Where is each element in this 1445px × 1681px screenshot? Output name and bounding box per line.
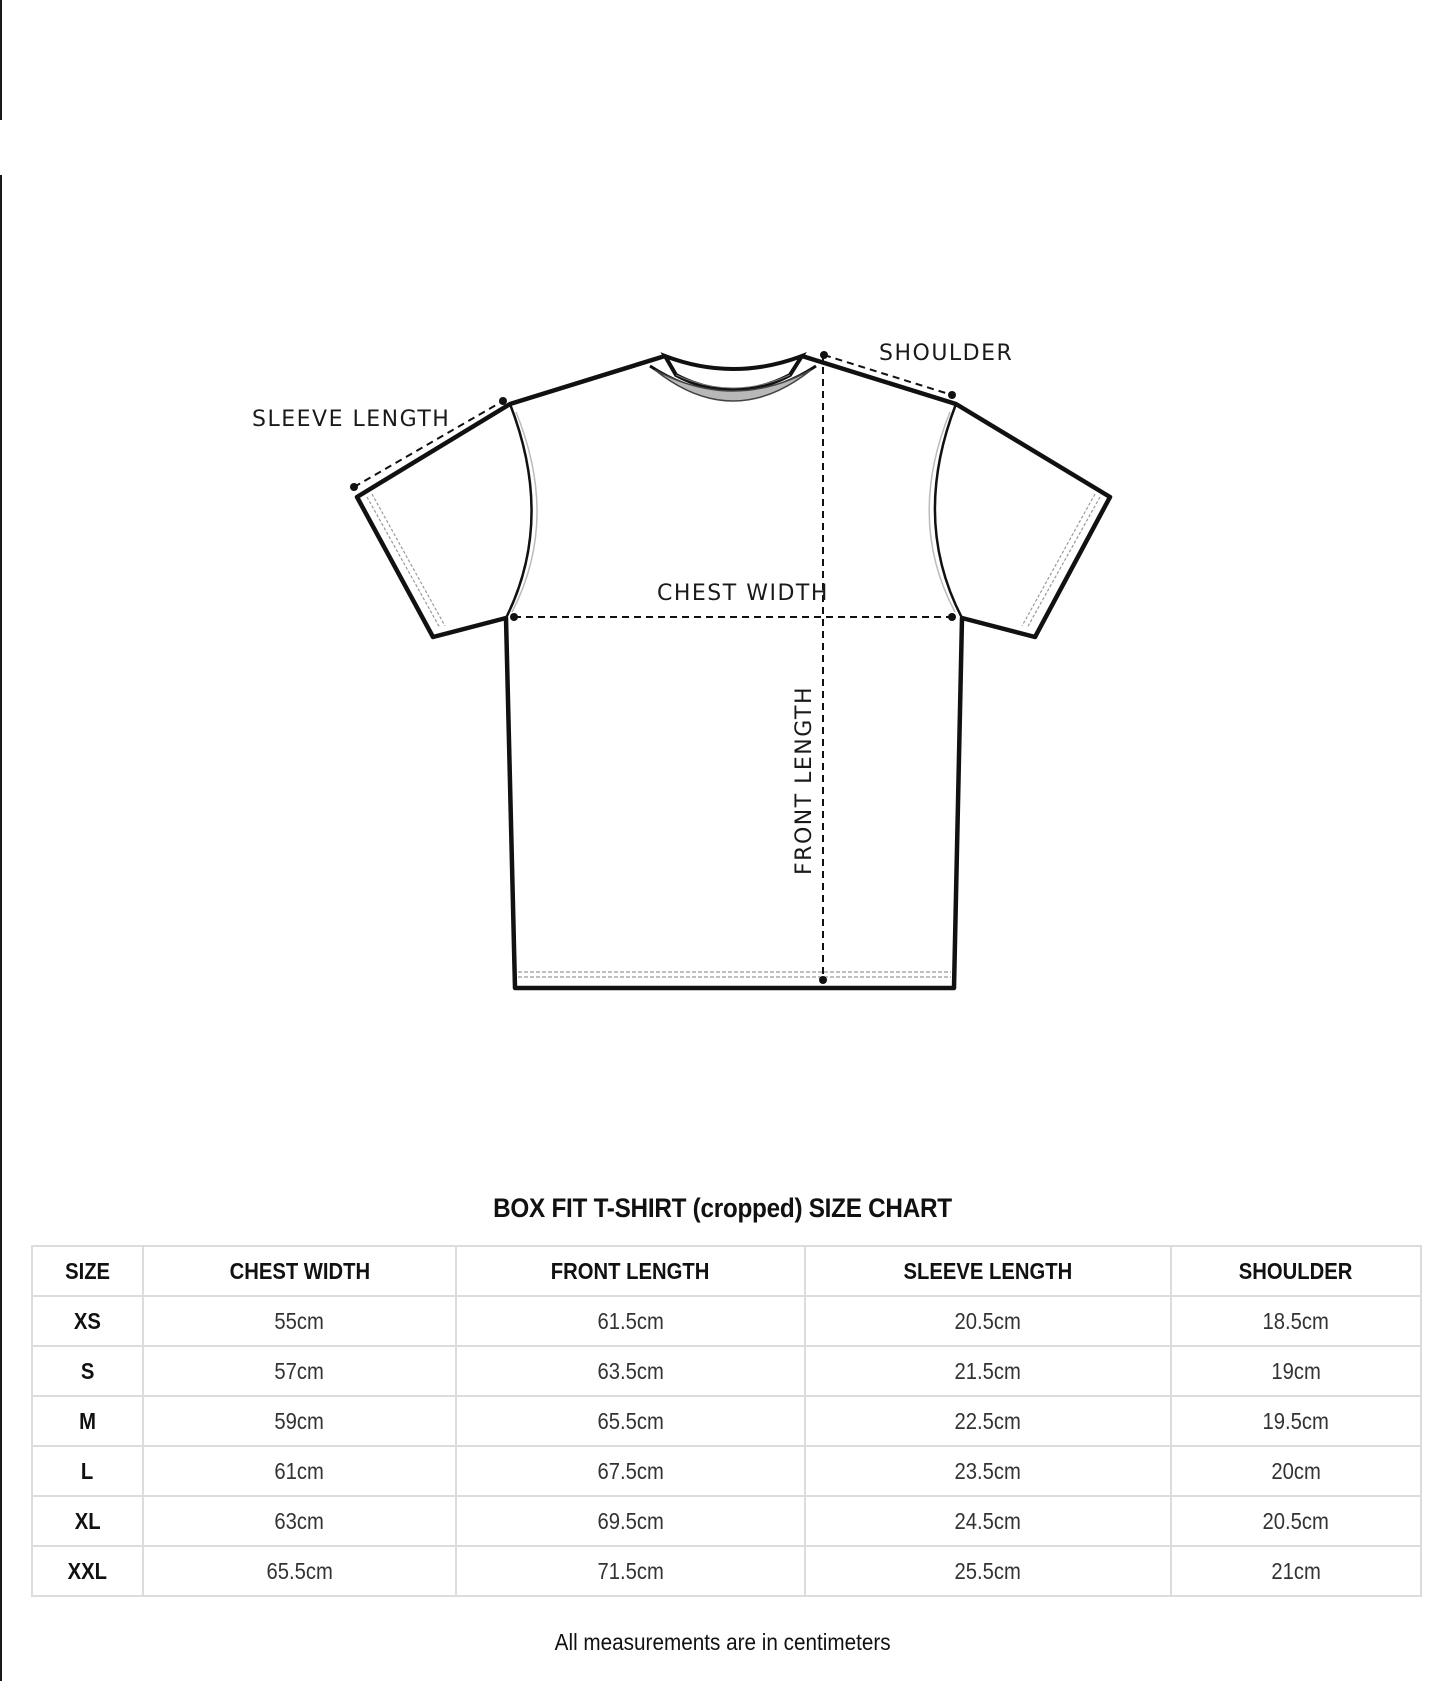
tshirt-outline: [357, 356, 1110, 988]
shoulder-cell: 18.5cm: [1171, 1296, 1421, 1346]
chest-width-cell: 61cm: [143, 1446, 456, 1496]
sleeve-length-cell: 23.5cm: [805, 1446, 1171, 1496]
front-length-cell: 65.5cm: [456, 1396, 805, 1446]
sleeve-length-cell: 24.5cm: [805, 1496, 1171, 1546]
shoulder-cell: 20cm: [1171, 1446, 1421, 1496]
header-sleeve-length: SLEEVE LENGTH: [805, 1246, 1171, 1296]
footnote-text: All measurements are in centimeters: [554, 1629, 891, 1655]
sleeve-hem-stitching: [367, 494, 1100, 628]
table-row: [32, 1546, 1421, 1596]
sleeve-length-cell: 25.5cm: [805, 1546, 1171, 1596]
chest-width-label: CHEST WIDTH: [657, 581, 829, 606]
chest-width-cell: 65.5cm: [143, 1546, 456, 1596]
size-cell: S: [32, 1346, 143, 1396]
header-front-length: FRONT LENGTH: [456, 1246, 805, 1296]
collar: [650, 356, 816, 401]
shoulder-cell: 20.5cm: [1171, 1496, 1421, 1546]
measurement-footnote: [0, 1629, 1445, 1656]
table-row: [32, 1446, 1421, 1496]
sleeve-length-cell: 20.5cm: [805, 1296, 1171, 1346]
front-length-cell: 67.5cm: [456, 1446, 805, 1496]
table-row: [32, 1496, 1421, 1546]
size-chart-table: [31, 1245, 1422, 1597]
header-size: SIZE: [32, 1246, 143, 1296]
table-row: [32, 1346, 1421, 1396]
shoulder-cell: 19.5cm: [1171, 1396, 1421, 1446]
size-cell: XS: [32, 1296, 143, 1346]
front-length-label: FRONT LENGTH: [792, 685, 817, 875]
chest-width-cell: 63cm: [143, 1496, 456, 1546]
shoulder-label: SHOULDER: [879, 341, 1014, 366]
bottom-hem-stitching: [518, 972, 951, 977]
size-cell: XL: [32, 1496, 143, 1546]
front-length-cell: 71.5cm: [456, 1546, 805, 1596]
shoulder-cell: 21cm: [1171, 1546, 1421, 1596]
size-cell: XXL: [32, 1546, 143, 1596]
size-chart-title: BOX FIT T-SHIRT (cropped) SIZE CHART: [493, 1193, 952, 1223]
front-length-cell: 69.5cm: [456, 1496, 805, 1546]
measurement-lines: [354, 355, 952, 980]
table-header-row: [32, 1246, 1421, 1296]
size-cell: L: [32, 1446, 143, 1496]
header-shoulder: SHOULDER: [1171, 1246, 1421, 1296]
chest-width-cell: 57cm: [143, 1346, 456, 1396]
chest-width-cell: 59cm: [143, 1396, 456, 1446]
sleeve-length-cell: 21.5cm: [805, 1346, 1171, 1396]
chest-width-cell: 55cm: [143, 1296, 456, 1346]
sleeve-length-label: SLEEVE LENGTH: [252, 407, 451, 432]
size-cell: M: [32, 1396, 143, 1446]
table-row: [32, 1296, 1421, 1346]
front-length-cell: 63.5cm: [456, 1346, 805, 1396]
sleeve-length-cell: 22.5cm: [805, 1396, 1171, 1446]
table-row: [32, 1396, 1421, 1446]
shoulder-cell: 19cm: [1171, 1346, 1421, 1396]
front-length-cell: 61.5cm: [456, 1296, 805, 1346]
header-chest-width: CHEST WIDTH: [143, 1246, 456, 1296]
